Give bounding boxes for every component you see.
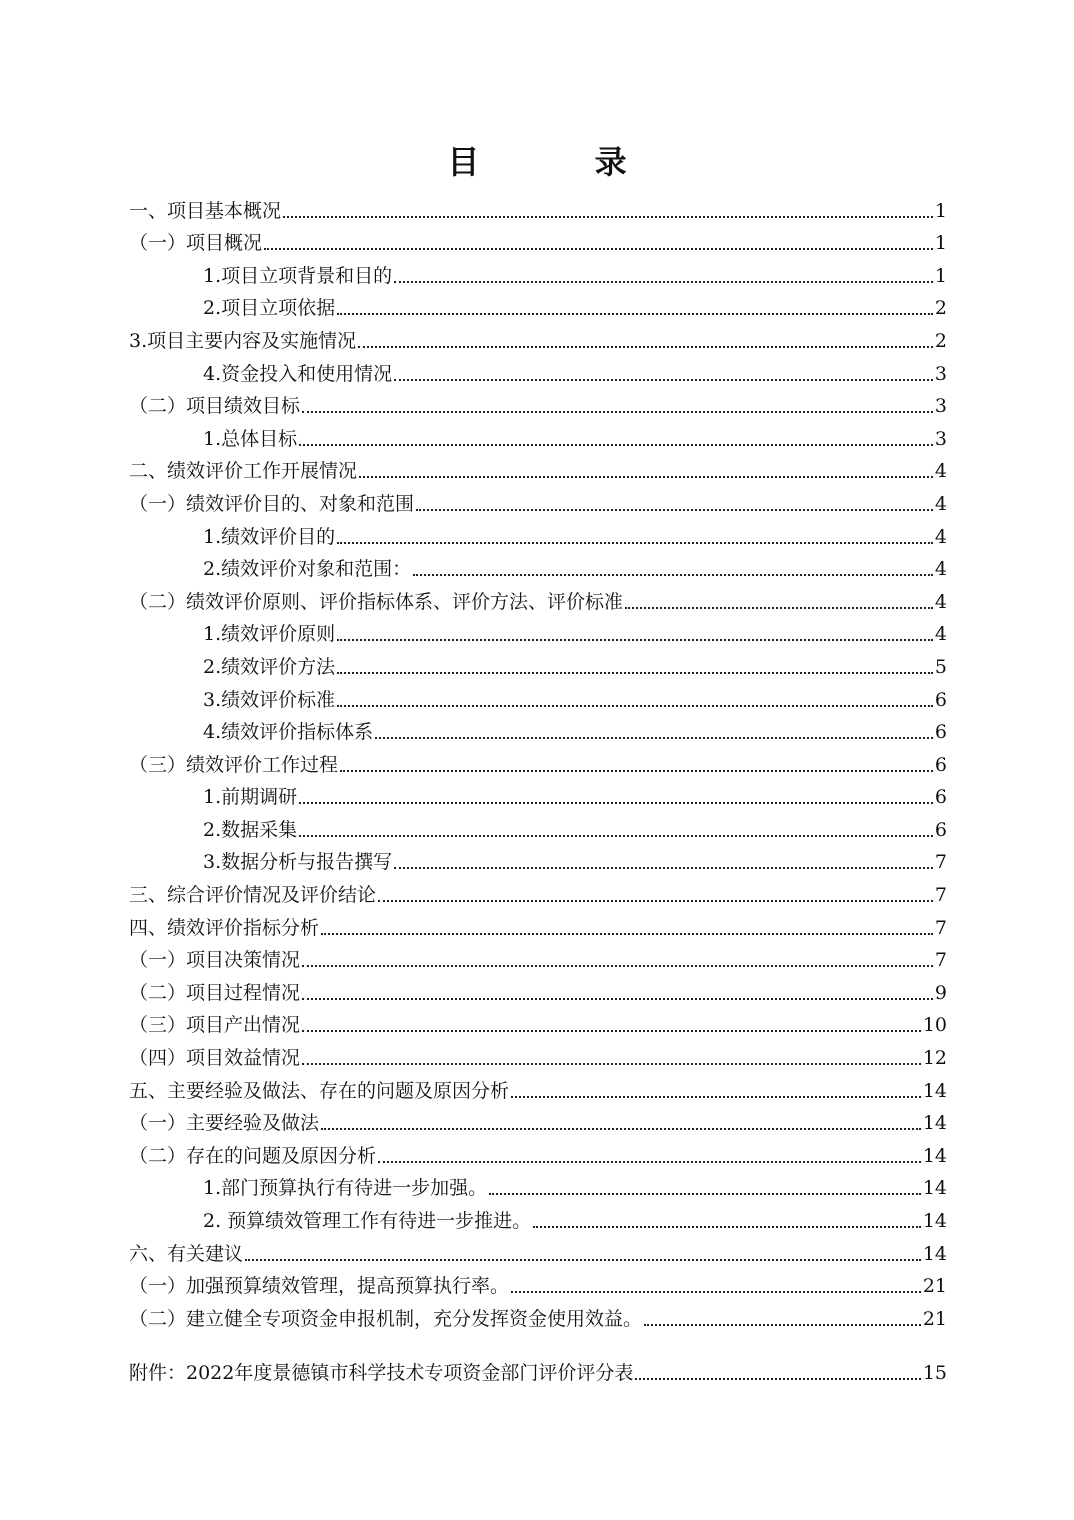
toc-entry-label: 四、绩效评价指标分析 — [129, 916, 320, 939]
toc-entry[interactable] — [129, 744, 947, 777]
toc-entry[interactable] — [129, 972, 947, 1005]
dot-leader — [378, 900, 933, 902]
dot-leader — [375, 737, 933, 739]
toc-entry-page-number: 9 — [934, 981, 947, 1004]
dot-leader — [340, 770, 933, 772]
toc-entry-label: （二）项目绩效目标 — [129, 395, 301, 418]
toc-entry[interactable] — [129, 712, 947, 745]
toc-entry-label: 2.绩效评价对象和范围： — [203, 558, 412, 581]
toc-entry[interactable] — [129, 1135, 947, 1168]
toc-entry-label: 1.项目立项背景和目的 — [203, 264, 393, 287]
dot-leader — [489, 1193, 921, 1195]
toc-entry-page-number: 1 — [934, 199, 947, 222]
toc-entry-page-number: 4 — [934, 525, 947, 548]
dot-leader — [299, 802, 933, 804]
toc-entry-page-number: 3 — [934, 427, 947, 450]
toc-entry-page-number: 6 — [934, 753, 947, 776]
dot-leader — [337, 672, 933, 674]
toc-entry-label: （三）绩效评价工作过程 — [129, 753, 339, 776]
toc-entry-page-number: 4 — [934, 492, 947, 515]
dot-leader — [511, 1096, 921, 1098]
toc-entry-label: （四）项目效益情况 — [129, 1047, 301, 1070]
toc-entry-label: 4.资金投入和使用情况 — [203, 362, 393, 385]
toc-entry-label: 2.数据采集 — [203, 818, 298, 841]
toc-entry-label: 五、主要经验及做法、存在的问题及原因分析 — [129, 1079, 510, 1102]
toc-entry[interactable] — [129, 777, 947, 810]
dot-leader — [283, 216, 933, 218]
toc-entry-label: （一）加强预算绩效管理，提高预算执行率。 — [129, 1275, 510, 1298]
toc-entry[interactable] — [129, 516, 947, 549]
dot-leader — [245, 1259, 921, 1261]
toc-entry[interactable] — [129, 1103, 947, 1136]
toc-entry-page-number: 14 — [922, 1079, 947, 1102]
toc-entry-page-number: 6 — [934, 786, 947, 809]
dot-leader — [394, 867, 933, 869]
dot-leader — [394, 379, 933, 381]
toc-entry[interactable] — [129, 223, 947, 256]
dot-leader — [337, 705, 933, 707]
toc-entry-label: 2. 预算绩效管理工作有待进一步推进。 — [203, 1210, 532, 1232]
toc-entry[interactable] — [129, 1070, 947, 1103]
toc-entry[interactable] — [129, 1266, 947, 1299]
dot-leader — [302, 1063, 921, 1065]
toc-entry-page-number: 6 — [934, 688, 947, 711]
toc-entry-label: （二）绩效评价原则、评价指标体系、评价方法、评价标准 — [129, 590, 624, 613]
toc-entry-page-number: 14 — [922, 1112, 947, 1135]
dot-leader — [337, 639, 933, 641]
dot-leader — [302, 1030, 921, 1032]
toc-entry-label: 3.绩效评价标准 — [203, 688, 336, 711]
toc-entry-page-number: 7 — [934, 949, 947, 972]
toc-entry-page-number: 7 — [934, 851, 947, 874]
toc-entry-label: （三）项目产出情况 — [129, 1014, 301, 1037]
dot-leader — [321, 1128, 921, 1130]
toc-entry-label: （二）存在的问题及原因分析 — [129, 1144, 377, 1167]
toc-entry-page-number: 4 — [934, 623, 947, 646]
toc-entry[interactable] — [129, 842, 947, 875]
toc-entry[interactable] — [129, 483, 947, 516]
toc-entry[interactable] — [129, 907, 947, 940]
toc-entry-label: 2.项目立项依据 — [203, 297, 336, 320]
table-of-contents — [129, 190, 947, 1331]
toc-entry-page-number: 7 — [934, 884, 947, 907]
toc-entry-label: 二、绩效评价工作开展情况 — [129, 460, 358, 483]
toc-entry[interactable] — [129, 255, 947, 288]
dot-leader — [337, 542, 933, 544]
toc-entry-page-number: 2 — [934, 329, 947, 352]
toc-entry[interactable] — [129, 1005, 947, 1038]
toc-entry-page-number: 4 — [934, 558, 947, 581]
toc-entry[interactable] — [129, 940, 947, 973]
toc-entry-page-number: 7 — [934, 916, 947, 939]
toc-entry-page-number: 6 — [934, 818, 947, 841]
toc-entry-label: 1.总体目标 — [203, 427, 298, 450]
toc-entry[interactable] — [129, 353, 947, 386]
toc-entry-label: 1.前期调研 — [203, 786, 298, 809]
appendix-entry[interactable] — [129, 1352, 947, 1385]
appendix-label: 附件：2022年度景德镇市科学技术专项资金部门评价评分表 — [129, 1361, 634, 1384]
toc-entry-page-number: 5 — [934, 655, 947, 678]
dot-leader — [413, 574, 933, 576]
toc-entry-label: （一）项目决策情况 — [129, 949, 301, 972]
dot-leader — [378, 1161, 921, 1163]
toc-entry-label: 六、有关建议 — [129, 1242, 244, 1265]
toc-entry-page-number: 6 — [934, 721, 947, 744]
dot-leader — [302, 998, 933, 1000]
toc-entry[interactable] — [129, 1037, 947, 1070]
toc-entry-label: （一）绩效评价目的、对象和范围 — [129, 492, 415, 515]
toc-entry[interactable] — [129, 614, 947, 647]
dot-leader — [533, 1226, 921, 1228]
toc-entry-page-number: 21 — [922, 1275, 947, 1298]
dot-leader — [625, 607, 933, 609]
dot-leader — [416, 509, 933, 511]
toc-entry[interactable] — [129, 1200, 947, 1233]
toc-appendix — [129, 1352, 947, 1385]
toc-entry-page-number: 3 — [934, 395, 947, 418]
toc-entry-label: （二）项目过程情况 — [129, 981, 301, 1004]
toc-entry[interactable] — [129, 549, 947, 582]
toc-entry-page-number: 3 — [934, 362, 947, 385]
toc-entry-label: 一、项目基本概况 — [129, 199, 282, 222]
dot-leader — [299, 835, 933, 837]
toc-entry-label: 1.部门预算执行有待进一步加强。 — [203, 1177, 488, 1200]
toc-entry-page-number: 12 — [922, 1047, 947, 1070]
toc-entry-page-number: 14 — [922, 1210, 947, 1232]
toc-entry[interactable] — [129, 1168, 947, 1201]
toc-entry[interactable] — [129, 581, 947, 614]
dot-leader — [635, 1378, 920, 1380]
toc-entry-page-number: 4 — [934, 460, 947, 483]
dot-leader — [321, 933, 933, 935]
toc-entry[interactable] — [129, 320, 947, 353]
toc-entry[interactable] — [129, 190, 947, 223]
toc-entry[interactable] — [129, 874, 947, 907]
toc-entry-label: 1.绩效评价原则 — [203, 623, 336, 646]
dot-leader — [302, 411, 933, 413]
dot-leader — [644, 1324, 921, 1326]
toc-entry[interactable] — [129, 1233, 947, 1266]
dot-leader — [358, 346, 933, 348]
toc-entry[interactable] — [129, 679, 947, 712]
toc-entry-page-number: 4 — [934, 590, 947, 613]
toc-entry-page-number: 2 — [934, 297, 947, 320]
toc-entry-page-number: 14 — [922, 1144, 947, 1167]
dot-leader — [337, 313, 933, 315]
dot-leader — [394, 281, 933, 283]
toc-entry[interactable] — [129, 288, 947, 321]
toc-entry-page-number: 10 — [922, 1014, 947, 1037]
toc-entry-page-number: 14 — [922, 1242, 947, 1265]
toc-entry[interactable] — [129, 1298, 947, 1331]
toc-entry-label: （一）主要经验及做法 — [129, 1112, 320, 1135]
dot-leader — [299, 444, 933, 446]
toc-entry-label: （一）项目概况 — [129, 232, 263, 255]
dot-leader — [511, 1291, 921, 1293]
toc-entry-page-number: 21 — [922, 1307, 947, 1330]
toc-entry-page-number: 1 — [934, 232, 947, 255]
toc-entry[interactable] — [129, 386, 947, 419]
toc-entry-label: 4.绩效评价指标体系 — [203, 721, 374, 744]
dot-leader — [302, 965, 933, 967]
toc-entry[interactable] — [129, 418, 947, 451]
toc-entry-label: 三、综合评价情况及评价结论 — [129, 884, 377, 907]
toc-entry-label: 3.项目主要内容及实施情况 — [129, 329, 357, 352]
toc-entry-label: （二）建立健全专项资金申报机制，充分发挥资金使用效益。 — [129, 1307, 643, 1330]
toc-entry-page-number: 1 — [934, 264, 947, 287]
toc-entry[interactable] — [129, 646, 947, 679]
appendix-page-number: 15 — [922, 1361, 947, 1384]
toc-entry[interactable] — [129, 809, 947, 842]
toc-entry-page-number: 14 — [922, 1177, 947, 1200]
toc-entry-label: 2.绩效评价方法 — [203, 655, 336, 678]
toc-title: 目 录 — [447, 143, 679, 181]
dot-leader — [359, 476, 933, 478]
dot-leader — [264, 248, 933, 250]
toc-entry-label: 3.数据分析与报告撰写 — [203, 851, 393, 874]
toc-entry-label: 1.绩效评价目的 — [203, 525, 336, 548]
toc-entry[interactable] — [129, 451, 947, 484]
